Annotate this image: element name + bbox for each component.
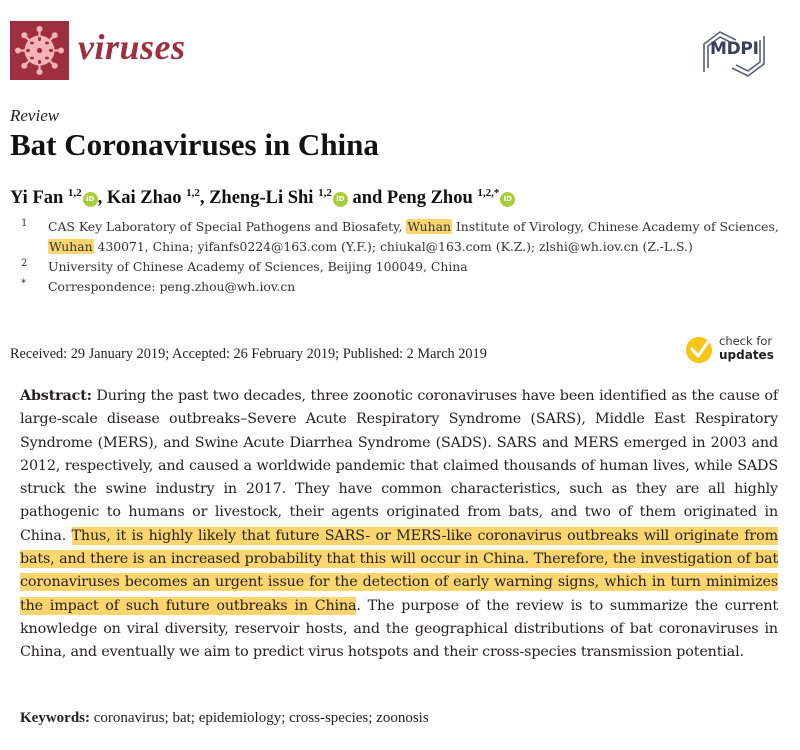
abstract	[20, 385, 778, 665]
author-affiliation: 1,2	[67, 187, 82, 199]
correspondence	[0, 277, 800, 297]
affiliation-text: University of Chinese Academy of Sciences, Beijing 100049, China	[48, 259, 468, 274]
affiliation-text: CAS Key Laboratory of Special Pathogens and Biosafety,	[48, 219, 407, 234]
abstract-text: During the past two decades, three zoonotic coronaviruses have been identified as the cause of large-scale disease outbreaks–Severe Acute Respiratory Syndrome (SARS), Middle East Respiratory Syndrome (MERS), and Swine Acute Diarrhea Syndrome (SADS). SARS and MERS emerged in 2003 and 2012, respectively, and caused a worldwide pandemic that claimed thousands of human lives, while SADS struck the swine industry in 2017. They have common characteristics, such as they are all highly pathogenic to humans or livestock, their agents originated from bats, and two of them originated in China.	[20, 388, 778, 544]
correspondence-text: Correspondence: peng.zhou@wh.iov.cn	[48, 279, 296, 294]
article-title: Bat Coronaviruses in China	[10, 127, 379, 162]
affiliation-marker: 2	[21, 258, 28, 269]
affiliations	[0, 217, 800, 297]
affiliation-marker: 1	[21, 218, 28, 229]
author-affiliation: 1,2	[186, 187, 200, 199]
journal-logo	[10, 21, 69, 80]
author-affiliation: 1,2,*	[477, 187, 500, 199]
author-list	[10, 187, 515, 209]
author-separator: and	[347, 188, 387, 208]
article-type: Review	[10, 106, 60, 125]
checkmark-badge-icon	[685, 336, 713, 364]
author-name[interactable]: Kai Zhao	[106, 188, 182, 208]
author-name[interactable]: Yi Fan	[10, 188, 64, 208]
affiliation-2	[0, 257, 800, 277]
affiliation-text: Institute of Virology, Chinese Academy of Sciences,	[451, 219, 779, 234]
abstract-label: Abstract:	[20, 388, 92, 404]
highlighted-passage: Thus, it is highly likely that future SARS- or MERS-like coronavirus outbreaks will originate from bats, and there is an increased probability that this will occur in China. Therefore, the investigation of bat coronaviruses becomes an urgent issue for the detection of early warning signs, which in turn minimizes the impact of such future outbreaks in China	[20, 527, 778, 614]
author-affiliation: 1,2	[318, 187, 332, 199]
author-name[interactable]: Zheng-Li Shi	[209, 188, 314, 208]
author-separator: ,	[97, 188, 107, 208]
highlighted-term: Wuhan	[49, 239, 93, 254]
orcid-icon[interactable]: iD	[333, 192, 348, 207]
virus-icon	[10, 21, 69, 80]
author-separator: ,	[199, 188, 210, 208]
publication-dates: Received: 29 January 2019; Accepted: 26 February 2019; Published: 2 March 2019	[10, 346, 487, 362]
check-for-updates-button[interactable]	[685, 332, 795, 368]
affiliation-marker: *	[21, 278, 26, 289]
orcid-icon[interactable]: iD	[500, 192, 515, 207]
keywords-label: Keywords:	[20, 710, 90, 726]
author-name[interactable]: Peng Zhou	[386, 188, 473, 208]
keywords	[20, 710, 429, 727]
publisher-logo: MDPI	[710, 39, 759, 59]
abstract-text: . The purpose of the review is to summarize the current knowledge on viral diversity, reservoir hosts, and the geographical distributions of bat coronaviruses in China, and eventually we aim to predict virus hotspots and their cross-species transmission potential.	[20, 597, 778, 661]
affiliation-text: 430071, China; yifanfs0224@163.com (Y.F.); chiukal@163.com (K.Z.); zlshi@wh.iov.cn (Z.-L.S.)	[93, 239, 693, 254]
updates-label: updates	[719, 348, 774, 362]
highlighted-term: Wuhan	[407, 219, 451, 234]
affiliation-1	[0, 217, 800, 257]
keywords-list: coronavirus; bat; epidemiology; cross-species; zoonosis	[93, 710, 429, 726]
orcid-icon[interactable]: iD	[83, 192, 98, 207]
check-for-label: check for	[719, 334, 773, 348]
journal-name: viruses	[78, 27, 186, 67]
